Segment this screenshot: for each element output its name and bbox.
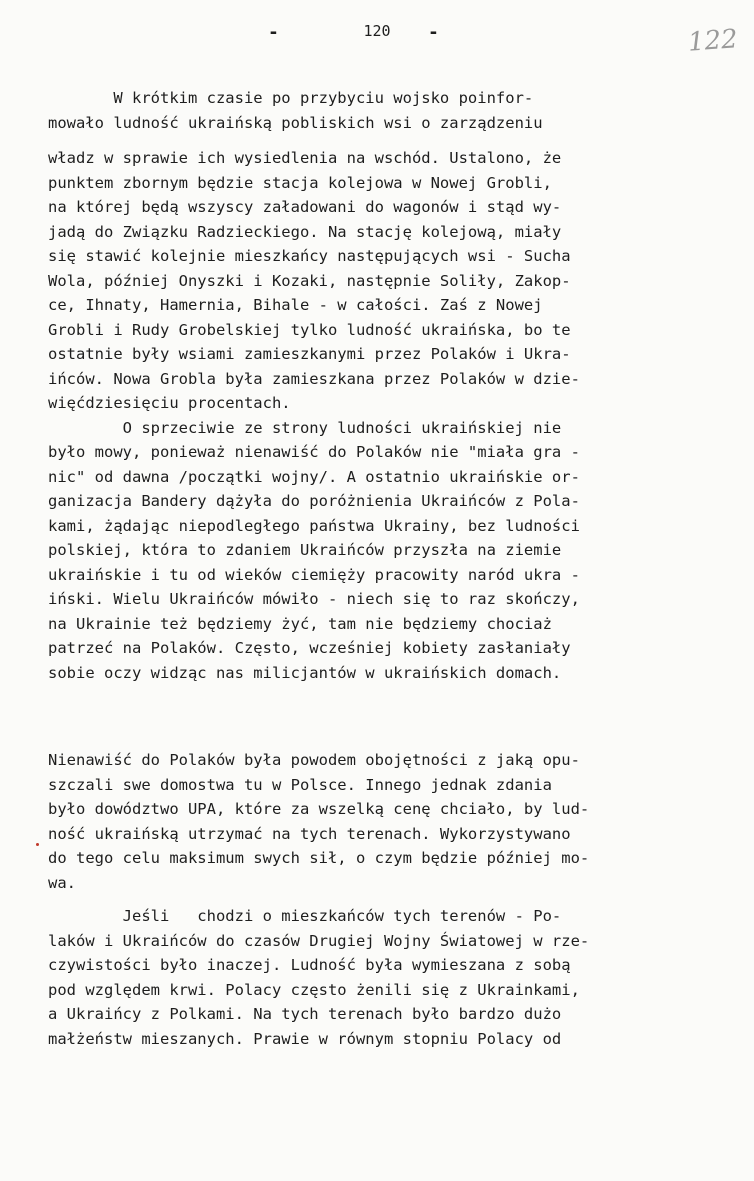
header-dash-left: - (268, 22, 279, 43)
text-line: Jeśli chodzi o mieszkańców tych terenów - Po- (48, 907, 562, 925)
text-line: ińców. Nowa Grobla była zamieszkana przez Polaków w dzie- (48, 369, 580, 388)
paragraph-4 (48, 904, 664, 1051)
text-line: ostatnie były wsiami zamieszkanymi przez Polaków i Ukra- (48, 345, 571, 363)
text-line: punktem zbornym będzie stacja kolejowa w Nowej Grobli, (48, 173, 552, 192)
text-line: małżeństw mieszanych. Prawie w równym stopniu Polacy od (48, 1029, 562, 1048)
text-line: ność ukraińską utrzymać na tych terenach. Wykorzystywano (48, 824, 571, 843)
text-line: polskiej, która to zdaniem Ukraińców przyszła na ziemie (48, 541, 562, 559)
text-line: szczali swe domostwa tu w Polsce. Innego jednak zdania (48, 775, 552, 794)
paragraph-3 (48, 748, 664, 895)
text-line: na której będą wszyscy załadowani do wagonów i stąd wy- (48, 198, 562, 216)
text-line: się stawić kolejnie mieszkańcy następujących wsi - Sucha (48, 247, 571, 265)
handwritten-page-number: 122 (687, 24, 739, 58)
text-line: laków i Ukraińców do czasów Drugiej Wojny Światowej w rze- (48, 931, 590, 950)
text-line: władz w sprawie ich wysiedlenia na wschód. Ustalono, że (48, 149, 562, 167)
header-dash-right: - (428, 22, 439, 43)
text-line: wa. (48, 873, 76, 892)
text-line: było dowództwo UPA, które za wszelką cenę chciało, by lud- (48, 800, 590, 818)
paragraph-2 (48, 146, 664, 685)
text-line: a Ukraińcy z Polkami. Na tych terenach było bardzo dużo (48, 1005, 562, 1023)
text-line: więćdziesięciu procentach. (48, 394, 291, 412)
text-line: patrzeć na Polaków. Często, wcześniej kobiety zasłaniały (48, 639, 571, 657)
text-line: kami, żądając niepodległego państwa Ukrainy, bez ludności (48, 516, 580, 535)
text-line: sobie oczy widząc nas milicjantów w ukraińskich domach. (48, 663, 562, 682)
text-line: mowało ludność ukraińską pobliskich wsi o zarządzeniu (48, 113, 543, 132)
red-ink-dot (36, 843, 39, 846)
text-line: pod względem krwi. Polacy często żenili się z Ukrainkami, (48, 980, 580, 999)
text-line: Grobli i Rudy Grobelskiej tylko ludność ukraińska, bo te (48, 320, 571, 339)
paragraph-1 (48, 86, 664, 135)
text-line: ganizacja Bandery dążyła do poróżnienia Ukraińców z Pola- (48, 492, 580, 510)
text-line: czywistości było inaczej. Ludność była wymieszana z sobą (48, 956, 571, 974)
text-line: O sprzeciwie ze strony ludności ukraińskiej nie (48, 418, 562, 437)
text-line: jadą do Związku Radzieckiego. Na stację kolejową, miały (48, 222, 562, 241)
text-line: iński. Wielu Ukraińców mówiło - niech się to raz skończy, (48, 590, 580, 608)
text-line: ukraińskie i tu od wieków ciemięży pracowity naród ukra - (48, 565, 580, 584)
text-line: na Ukrainie też będziemy żyć, tam nie będziemy chociaż (48, 614, 552, 633)
page-number: 120 (363, 22, 391, 40)
text-line: nic" od dawna /początki wojny/. A ostatnio ukraińskie or- (48, 467, 580, 486)
text-line: do tego celu maksimum swych sił, o czym będzie później mo- (48, 849, 590, 867)
text-line: było mowy, ponieważ nienawiść do Polaków nie "miała gra - (48, 443, 580, 461)
text-line: Nienawiść do Polaków była powodem obojętności z jaką opu- (48, 751, 580, 769)
text-line: ce, Ihnaty, Hamernia, Bihale - w całości. Zaś z Nowej (48, 296, 543, 314)
text-line: W krótkim czasie po przybyciu wojsko poinfor- (48, 89, 534, 107)
text-line: Wola, później Onyszki i Kozaki, następnie Soliły, Zakop- (48, 271, 571, 290)
